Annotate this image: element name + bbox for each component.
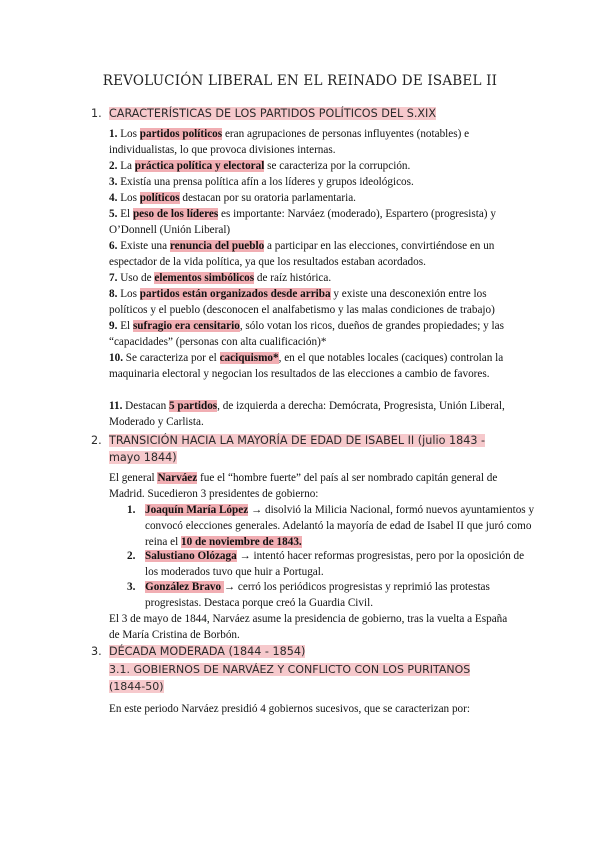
president-item-2 (127, 548, 535, 580)
char-item-text: Los (120, 192, 140, 204)
section-2-outro: El 3 de mayo de 1844, Narváez asume la presidencia de gobierno, tras la vuelta a España de María Cristina de Borbón. (109, 613, 508, 642)
char-item-6 (109, 238, 521, 270)
char-item-text-end: a participar en las elecciones, convirtiéndose en un espectador de la vida política, ya que los resultados estaban acordados. (109, 240, 495, 269)
char-item-highlight: caciquismo* (219, 352, 279, 364)
char-item-8 (109, 286, 521, 318)
president-item-3 (127, 579, 535, 611)
char-item-text-end: , sólo votan los ricos, dueños de grandes propiedades; y las “capacidades” (personas con alta cualificación)* (109, 320, 504, 349)
president-name-highlight: Salustiano Olózaga (145, 550, 237, 562)
char-item-text: Los (120, 288, 140, 300)
char-item-number: 4. (109, 192, 118, 204)
section-3-heading-text: DÉCADA MODERADA (1844 - 1854) (109, 645, 306, 658)
char-item-highlight: práctica política y electoral (134, 160, 265, 172)
section-2-heading: 2. TRANSICIÓN HACIA LA MAYORÍA DE EDAD DE ISABEL II (julio 1843 - mayo 1844) (91, 434, 486, 464)
president-item-number: 1. (127, 504, 136, 516)
char-item-10 (109, 350, 521, 382)
char-item-text-end: destacan por su oratoria parlamentaria. (179, 192, 356, 204)
char-item-text: El (120, 208, 133, 220)
char-item-number: 8. (109, 288, 118, 300)
char-item-5 (109, 206, 521, 238)
president-item-1 (127, 502, 535, 551)
char-item-number: 7. (109, 272, 118, 284)
char-item-text: Existe una (120, 240, 170, 252)
char-item-text-end: , en el que notables locales (caciques) controlan la maquinaria electoral y negocian los resultados de las elecciones a cambio de favores. (109, 352, 504, 381)
char-item-text: Se caracteriza por el (125, 352, 220, 364)
char-item-text: Uso de (120, 272, 155, 284)
subsection-3-1-text: En este periodo Narváez presidió 4 gobiernos sucesivos, que se caracterizan por: (109, 703, 470, 715)
date-highlight: 10 de noviembre de 1843. (181, 536, 302, 549)
char-item-text: Los (120, 128, 140, 140)
char-item-7 (109, 270, 521, 286)
char-item-number: 6. (109, 240, 118, 252)
char-item-text-end: , de izquierda a derecha: Demócrata, Progresista, Unión Liberal, Moderado y Carlista. (109, 400, 505, 429)
president-name-highlight: Joaquín María López (145, 504, 249, 516)
section-1-heading: 1. CARACTERÍSTICAS DE LOS PARTIDOS POLÍTICOS DEL S.XIX (91, 107, 437, 120)
char-item-highlight: 5 partidos (168, 400, 218, 412)
char-item-highlight: políticos (139, 192, 180, 204)
president-item-text: → disolvió la Milicia Nacional, formó nuevos ayuntamientos y convocó elecciones generales. Adelantó la mayoría de edad de Isabel II que juró como reina el (145, 504, 535, 549)
president-item-text: → cerró los periódicos progresistas y reprimió las protestas progresistas. Destaca porque creó la Guardia Civil. (145, 581, 490, 610)
page-title: REVOLUCIÓN LIBERAL EN EL REINADO DE ISABEL II (102, 73, 498, 89)
section-2-heading-line2: mayo 1844) (109, 451, 177, 464)
char-item-number: 11. (109, 400, 123, 412)
narvaez-highlight: Narváez (157, 472, 198, 484)
char-item-highlight: elementos simbólicos (154, 272, 255, 284)
subsection-3-1-heading (109, 661, 509, 695)
subsection-3-1-line1: 3.1. GOBIERNOS DE NARVÁEZ Y CONFLICTO CON LOS PURITANOS (109, 663, 471, 676)
char-item-number: 3. (109, 176, 118, 188)
section-2-heading-line1: TRANSICIÓN HACIA LA MAYORÍA DE EDAD DE ISABEL II (julio 1843 - (109, 434, 486, 447)
president-name-highlight: González Bravo (145, 581, 224, 593)
president-item-number: 2. (127, 550, 136, 562)
char-item-highlight: renuncia del pueblo (169, 240, 265, 252)
section-3-heading: 3. DÉCADA MODERADA (1844 - 1854) (91, 645, 306, 658)
section-2-intro: El general Narváez fue el “hombre fuerte” del país al ser nombrado capitán general de Madrid. Sucedieron 3 presidentes de gobierno: (109, 472, 498, 501)
section-1-heading-text: CARACTERÍSTICAS DE LOS PARTIDOS POLÍTICOS DEL S.XIX (109, 107, 437, 120)
char-item-2 (109, 158, 521, 174)
president-item-text: → intentó hacer reformas progresistas, pero por la oposición de los moderados tuvo que huir a Portugal. (145, 550, 525, 579)
char-item-highlight: peso de los líderes (132, 208, 219, 220)
president-item-number: 3. (127, 581, 136, 593)
char-item-text: El (120, 320, 133, 332)
char-item-number: 1. (109, 128, 118, 140)
char-item-4 (109, 190, 521, 206)
char-item-text: La (120, 160, 135, 172)
char-item-text-end: eran agrupaciones de personas influyentes (notables) e individualistas, lo que provoca divisiones internas. (109, 128, 470, 157)
char-item-number: 5. (109, 208, 118, 220)
char-item-highlight: partidos están organizados desde arriba (139, 288, 331, 300)
char-item-1 (109, 126, 521, 158)
char-item-text-end: es importante: Narváez (moderado), Espartero (progresista) y O’Donnell (Unión Liberal) (109, 208, 496, 237)
char-item-number: 2. (109, 160, 118, 172)
char-item-highlight: partidos políticos (139, 128, 223, 140)
char-item-9 (109, 318, 521, 350)
char-item-highlight: sufragio era censitario (132, 320, 240, 332)
char-item-text: Destacan (125, 400, 169, 412)
char-item-number: 9. (109, 320, 118, 332)
char-item-text-end: de raíz histórica. (254, 272, 332, 284)
subsection-3-1-line2: (1844-50) (109, 680, 164, 693)
char-item-text-end: se caracteriza por la corrupción. (264, 160, 411, 172)
char-item-text-end: y existe una desconexión entre los políticos y el pueblo (desconocen el analfabetismo y las malas condiciones de trabajo) (109, 288, 495, 317)
char-item-3 (109, 174, 521, 190)
char-item-text: Existía una prensa política afín a los líderes y grupos ideológicos. (120, 176, 414, 188)
char-item-11 (109, 398, 521, 430)
char-item-number: 10. (109, 352, 123, 364)
